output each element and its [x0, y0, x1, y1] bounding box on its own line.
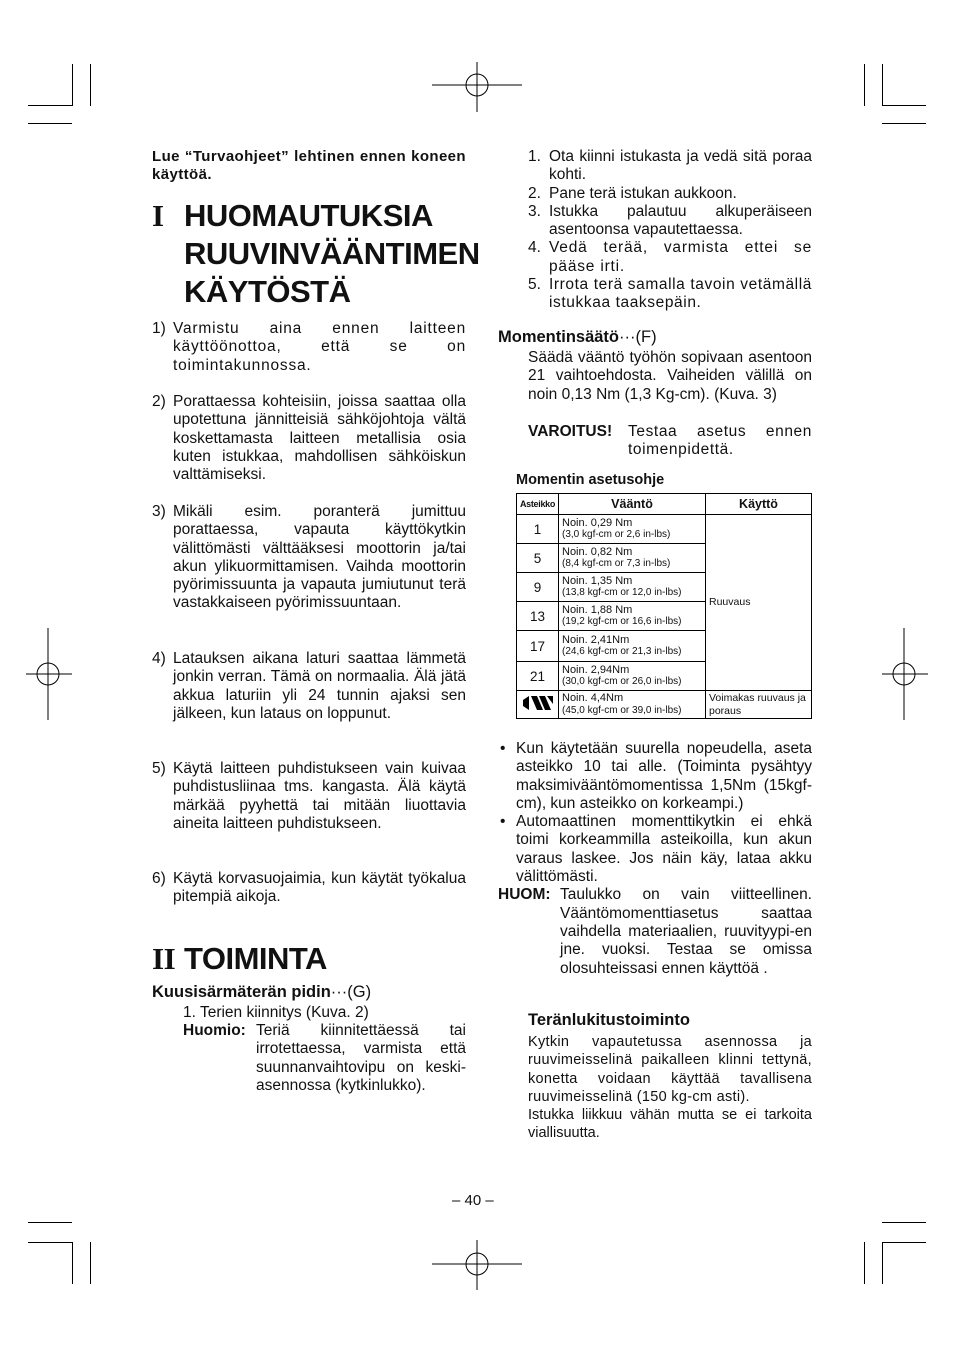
- item-text: Mikäli esim. poranterä jumittuu porattaessa, vapauta käyttökytkin välittömästi välttääksesi moottorin ja/tai akun ylikuormittamisen. Vaihda moottorin pyörimissuunta ja vapauta jumiutunut terä vastakkaiseen pyörimissuuntaan.: [173, 503, 466, 612]
- list-item: [498, 740, 812, 813]
- lock-text: Kytkin vapautetussa asennossa ja ruuvimeisselinä paikalleen klinni tettynä, konetta voidaan käyttää tavallisena ruuvimeisselinä (150 kg-cm asti).: [528, 1034, 812, 1105]
- torque-nm: Noin. 0,82 Nm: [562, 545, 633, 558]
- registration-mark-bottom: [432, 1240, 522, 1290]
- chuck-heading: [152, 982, 466, 1002]
- huom-text: Taulukko on vain viitteellinen. Vääntömomenttiasetus saattaa vaihdella materiaalien, ruuvityypi-en jne. vuoksi. Testaa se omissa olosuhteissasi ennen käyttöä .: [560, 886, 812, 977]
- safety-warning: Lue “Turvaohjeet” lehtinen ennen koneen käyttöä.: [152, 148, 466, 183]
- chuck-step: [528, 185, 812, 203]
- chuck-note: [183, 1022, 466, 1095]
- item-text: Varmistu aina ennen laitteen käyttöönottoa, että se on toimintakunnossa.: [173, 320, 466, 374]
- torque-text: Säädä vääntö työhön sopivaan asentoon 21 vaihtoehdosta. Vaiheiden välillä on noin 0,13 Nm (1,3 Kg-cm). (Kuva. 3): [528, 349, 812, 403]
- section-1-heading: [152, 197, 482, 311]
- torque-cell: [559, 662, 706, 691]
- warning-text: Testaa asetus ennen toimenpidettä.: [628, 423, 812, 459]
- table-title: Momentin asetusohje: [516, 472, 665, 488]
- chuck-step: [528, 148, 812, 185]
- use-cell-drilling: Voimakas ruuvaus ja poraus: [706, 691, 812, 719]
- registration-mark-left: [26, 628, 72, 720]
- torque-alt: (24,6 kgf-cm or 21,3 in-lbs): [562, 646, 682, 657]
- torque-cell: [559, 573, 706, 602]
- section-1-title-line: KÄYTÖSTÄ: [184, 274, 351, 309]
- table-row: [517, 515, 812, 544]
- torque-figure-ref: ···(F): [619, 328, 657, 346]
- crop-mark: [90, 1242, 91, 1284]
- torque-nm: Noin. 0,29 Nm: [562, 516, 633, 529]
- chuck-step: [528, 276, 812, 313]
- crop-mark: [28, 1242, 72, 1243]
- bullet-icon: •: [500, 740, 506, 757]
- chuck-steps: [528, 148, 812, 313]
- torque-table: [516, 493, 812, 719]
- step-text: Irrota terä samalla tavoin vetämällä istukkaa taaksepäin.: [549, 276, 812, 312]
- section-2-title: TOIMINTA: [184, 941, 327, 976]
- crop-mark: [882, 1222, 926, 1223]
- crop-mark: [882, 1242, 926, 1243]
- crop-mark: [882, 123, 926, 124]
- crop-mark: [28, 123, 72, 124]
- torque-heading-text: Momentinsäätö: [498, 328, 620, 346]
- crop-mark: [28, 105, 72, 106]
- registration-mark-right: [882, 628, 928, 720]
- notice-item: [152, 650, 466, 723]
- step-text: Ota kiinni istukasta ja vedä sitä poraa kohti.: [549, 148, 812, 184]
- torque-alt: (19,2 kgf-cm or 16,6 in-lbs): [562, 616, 682, 627]
- torque-nm: Noin. 2,41Nm: [562, 633, 630, 646]
- crop-mark: [28, 1222, 72, 1223]
- huom-label: HUOM:: [498, 886, 551, 904]
- drill-mode-icon: [517, 691, 559, 719]
- torque-alt: (3,0 kgf-cm or 2,6 in-lbs): [562, 529, 671, 540]
- torque-cell: [559, 631, 706, 662]
- notice-item: [152, 760, 466, 833]
- huom-note: [498, 886, 812, 977]
- item-number: 1): [152, 320, 166, 337]
- page-number: – 40 –: [452, 1192, 494, 1209]
- section-2-heading: [152, 940, 466, 978]
- drill-symbol-icon: [523, 696, 553, 710]
- torque-nm: Noin. 1,88 Nm: [562, 603, 633, 616]
- registration-mark-top: [432, 62, 522, 112]
- torque-nm: Noin. 1,35 Nm: [562, 574, 633, 587]
- torque-alt: (8,4 kgf-cm or 7,3 in-lbs): [562, 558, 671, 569]
- step-text: Istukka palautuu alkuperäiseen asentoonsa vapautettaessa.: [549, 202, 812, 239]
- item-number: 2): [152, 393, 166, 410]
- crop-mark: [864, 1242, 865, 1284]
- torque-alt: (30,0 kgf-cm or 26,0 in-lbs): [562, 676, 682, 687]
- crop-mark: [882, 1242, 883, 1284]
- step-number: 4.: [528, 239, 541, 257]
- item-text: Käytä korvasuojaimia, kun käytät työkalua pitempiä aikoja.: [173, 870, 466, 906]
- crop-mark: [882, 64, 883, 106]
- crop-mark: [72, 64, 73, 106]
- bullet-icon: •: [500, 813, 506, 831]
- header-step: Asteikko: [517, 494, 559, 515]
- step-cell: 13: [517, 602, 559, 631]
- torque-alt: (45,0 kgf-cm or 39,0 in-lbs): [562, 704, 682, 716]
- use-cell-screwing: Ruuvaus: [706, 515, 812, 691]
- item-number: 6): [152, 870, 166, 887]
- notice-item: [152, 393, 466, 484]
- item-text: Porattaessa kohteisiin, joissa saattaa olla upotettuna jännitteisiä sähköjohtoja vältä koskettamasta laitteen metallisia osia kuten istukkaa, mahdollisen sähköiskun valttämiseksi.: [173, 393, 466, 484]
- warning-label: VAROITUS!: [528, 423, 613, 440]
- crop-mark: [72, 1242, 73, 1284]
- torque-cell: [559, 602, 706, 631]
- bullet-text: Automaattinen momenttikytkin ei ehkä toimi korkeammilla asteikoilla, kun akun varaus laskee. Jos näin käy, lataa akku välittömästi.: [516, 813, 812, 886]
- section-1-roman: I: [152, 198, 164, 233]
- bullet-text: Kun käytetään suurella nopeudella, aseta asteikko 10 tai alle. (Toiminta pysähtyy maksimivääntömomentissa 1,5Nm (15kgf-cm), kun asteikko on korkeampi.): [516, 740, 812, 812]
- step-number: 5.: [528, 276, 541, 294]
- note-text: Teriä kiinnitettäessä tai irrotettaessa, varmista että suunnanvaihtovipu on keski-asennossa (kytkinlukko).: [256, 1022, 466, 1094]
- item-number: 5): [152, 760, 166, 777]
- notice-item: [152, 503, 466, 613]
- step-text: Vedä terää, varmista ettei se pääse irti.: [549, 239, 812, 275]
- header-use: Käyttö: [706, 494, 812, 515]
- item-text: Käytä laitteen puhdistukseen vain kuivaa puhdistusliinaa tms. kangasta. Älä käytä märkää pyyhettä tai mitään liuottavia aineita laitteen puhdistukseen.: [173, 760, 466, 832]
- torque-cell: [559, 544, 706, 573]
- notes-list: [498, 740, 812, 978]
- step-number: 3.: [528, 202, 541, 220]
- chuck-step: [528, 203, 812, 240]
- lock-text-2: Istukka liikkuu vähän mutta se ei tarkoita viallisuutta.: [528, 1107, 812, 1142]
- item-number: 3): [152, 503, 166, 520]
- torque-warning: [528, 423, 812, 460]
- torque-heading: [498, 327, 812, 347]
- chuck-step-1: 1. Terien kiinnitys (Kuva. 2): [183, 1004, 369, 1021]
- crop-mark: [882, 105, 926, 106]
- step-cell: 21: [517, 662, 559, 691]
- torque-alt: (13,8 kgf-cm or 12,0 in-lbs): [562, 587, 682, 598]
- item-text: Latauksen aikana laturi saattaa lämmetä jonkin verran. Tämä on normaalia. Älä jätä akkua laturiin yli 24 tunnin ajaksi sen jälkeen, kun lataus on loppunut.: [173, 650, 466, 722]
- step-number: 2.: [528, 184, 541, 202]
- notice-item: [152, 320, 466, 375]
- header-torque: Vääntö: [559, 494, 706, 515]
- chuck-step: [528, 239, 812, 276]
- chuck-figure-ref: ···(G): [330, 983, 372, 1001]
- list-item: [498, 813, 812, 886]
- torque-nm: Noin. 4,4Nm: [562, 692, 624, 704]
- step-cell: 17: [517, 631, 559, 662]
- item-number: 4): [152, 650, 166, 667]
- torque-nm: Noin. 2,94Nm: [562, 663, 630, 676]
- step-cell: 9: [517, 573, 559, 602]
- torque-cell: [559, 691, 706, 719]
- section-1-title-line: HUOMAUTUKSIA: [184, 198, 433, 233]
- torque-cell: [559, 515, 706, 544]
- crop-mark: [90, 64, 91, 106]
- section-2-roman: II: [152, 941, 176, 976]
- table-row-drill: [517, 691, 812, 719]
- section-1-title-line: RUUVINVÄÄNTIMEN: [184, 236, 480, 271]
- lock-heading: Teränlukitustoiminto: [528, 1011, 690, 1029]
- notice-item: [152, 870, 466, 907]
- note-label: Huomio:: [183, 1022, 246, 1039]
- table-header-row: [517, 494, 812, 515]
- step-cell: 1: [517, 515, 559, 544]
- step-cell: 5: [517, 544, 559, 573]
- crop-mark: [864, 64, 865, 106]
- step-text: Pane terä istukan aukkoon.: [549, 184, 737, 202]
- chuck-heading-text: Kuusisärmäterän pidin: [152, 983, 331, 1001]
- step-number: 1.: [528, 148, 541, 165]
